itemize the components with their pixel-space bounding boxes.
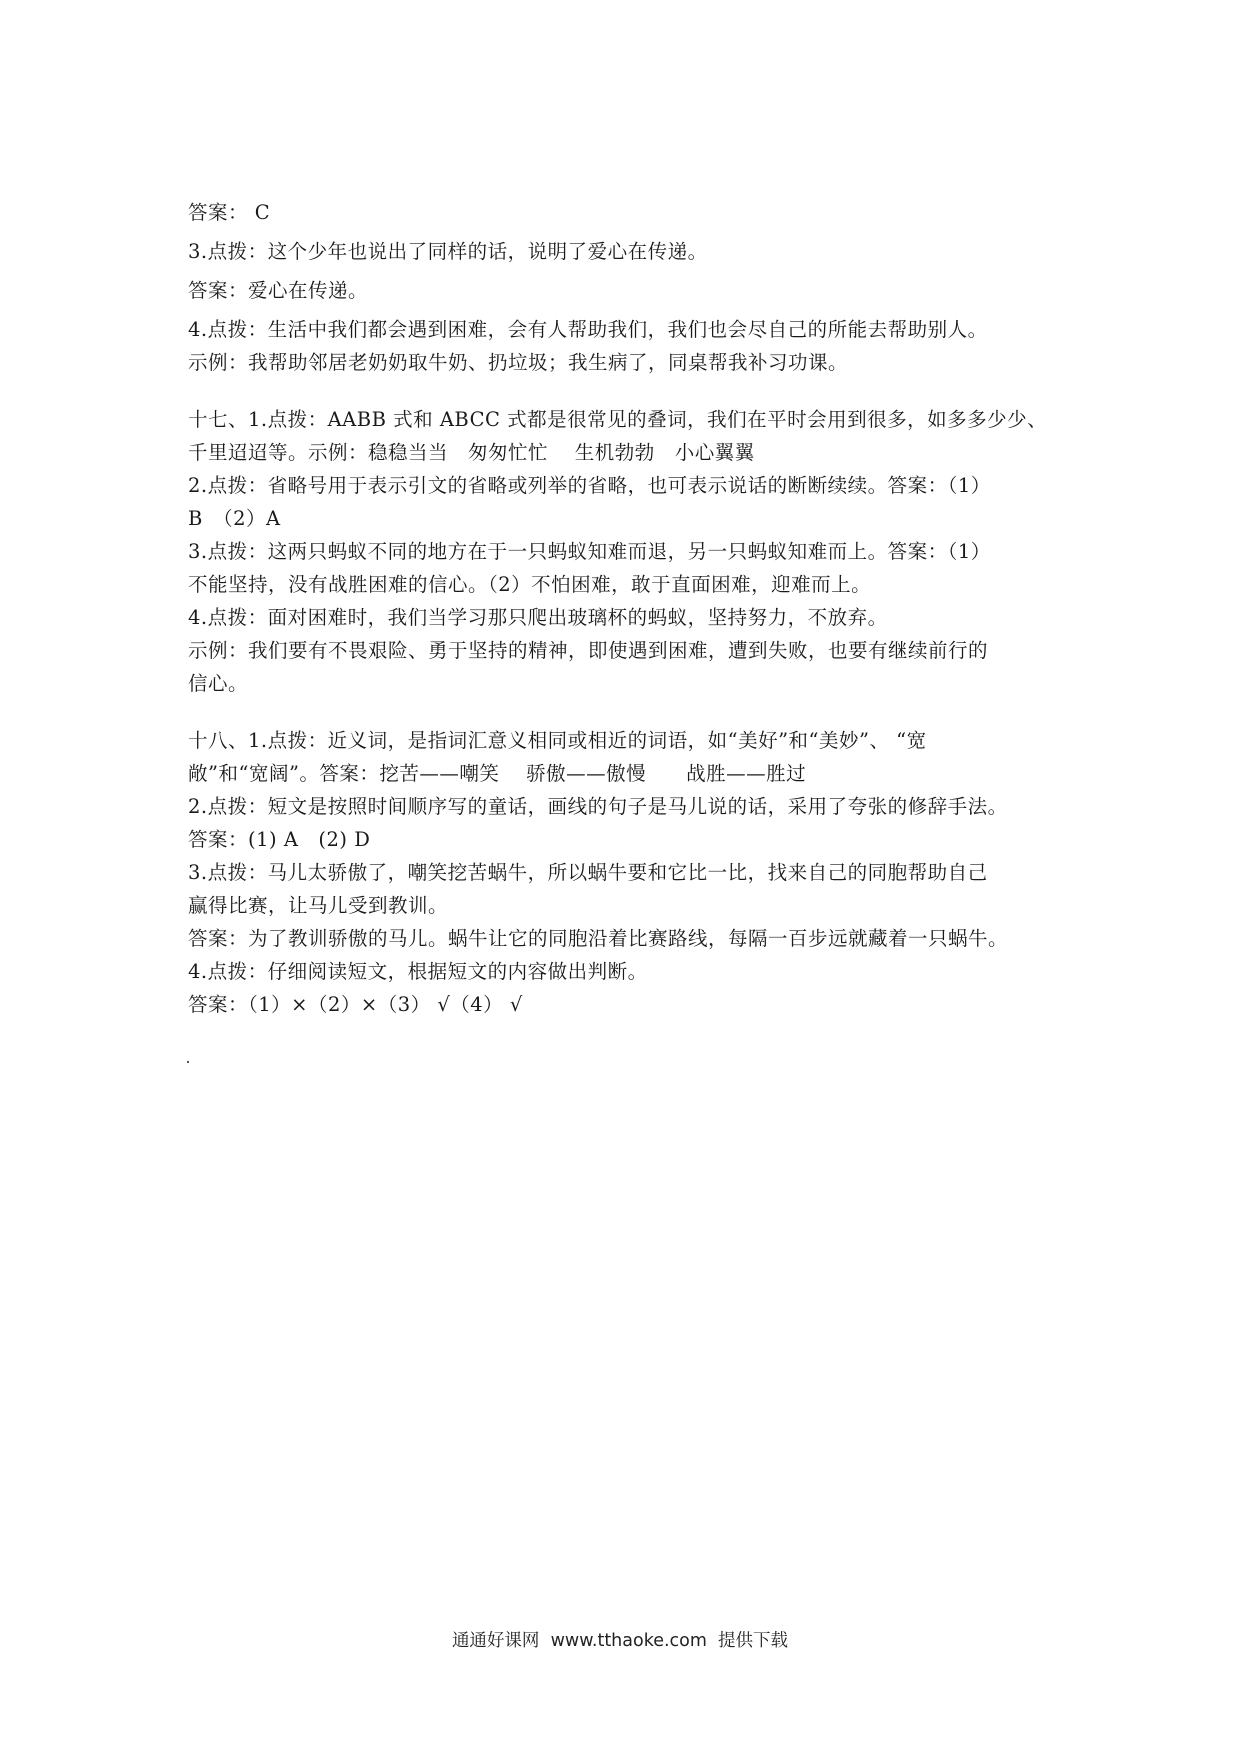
answer-line: 4.点拨：生活中我们都会遇到困难，会有人帮助我们，我们也会尽自己的所能去帮助别人。: [188, 318, 988, 341]
section-18-line: 3.点拨：马儿太骄傲了，嘲笑挖苦蜗牛，所以蜗牛要和它比一比，找来自己的同胞帮助自己: [188, 861, 988, 884]
section-17-line: 示例：我们要有不畏艰险、勇于坚持的精神，即使遇到困难，遭到失败，也要有继续前行的: [188, 639, 989, 662]
section-18-line: 答案：(1) A (2) D: [188, 828, 371, 851]
answer-line: 示例：我帮助邻居老奶奶取牛奶、扔垃圾；我生病了，同桌帮我补习功课。: [188, 351, 849, 374]
answer-line: 答案： C: [188, 201, 271, 224]
section-17-line: 十七、1.点拨：AABB 式和 ABCC 式都是很常见的叠词，我们在平时会用到很多，如多多少少、: [188, 408, 1048, 431]
section-17-line: B （2）A: [188, 507, 281, 530]
section-17-line: 千里迢迢等。示例：稳稳当当 匆匆忙忙 生机勃勃 小心翼翼: [188, 441, 755, 464]
section-18-line: 4.点拨：仔细阅读短文，根据短文的内容做出判断。: [188, 960, 648, 983]
answer-line: 答案：爱心在传递。: [188, 279, 369, 302]
section-18-line: 赢得比赛，让马儿受到教训。: [188, 894, 449, 917]
section-17-line: 3.点拨：这两只蚂蚁不同的地方在于一只蚂蚁知难而退，另一只蚂蚁知难而上。答案：（1）: [188, 540, 991, 563]
section-17-line: 信心。: [188, 672, 249, 695]
scan-speck: [187, 1061, 189, 1063]
section-18-line: 答案：（1）×（2）×（3） √（4） √: [188, 993, 523, 1016]
section-18-line: 答案：为了教训骄傲的马儿。蜗牛让它的同胞沿着比赛路线，每隔一百步远就藏着一只蜗牛。: [188, 927, 1009, 950]
section-18-line: 十八、1.点拨：近义词，是指词汇意义相同或相近的词语，如“美好”和“美妙”、 “宽: [188, 729, 927, 752]
section-17-line: 2.点拨：省略号用于表示引文的省略或列举的省略，也可表示说话的断断续续。答案：（1）: [188, 474, 991, 497]
section-18-line: 2.点拨：短文是按照时间顺序写的童话，画线的句子是马儿说的话，采用了夸张的修辞手法。: [188, 795, 1008, 818]
answer-line: 3.点拨：这个少年也说出了同样的话，说明了爱心在传递。: [188, 240, 708, 263]
section-18-line: 敞”和“宽阔”。答案：挖苦——嘲笑 骄傲——傲慢 战胜——胜过: [188, 762, 807, 785]
answer-page: [188, 196, 1068, 1021]
section-17-line: 4.点拨：面对困难时，我们当学习那只爬出玻璃杯的蚂蚁，坚持努力，不放弃。: [188, 606, 888, 629]
section-17-line: 不能坚持，没有战胜困难的信心。（2）不怕困难，敢于直面困难，迎难而上。: [188, 573, 872, 596]
page-footer: 通通好课网 www.tthaoke.com 提供下载: [451, 1631, 789, 1651]
